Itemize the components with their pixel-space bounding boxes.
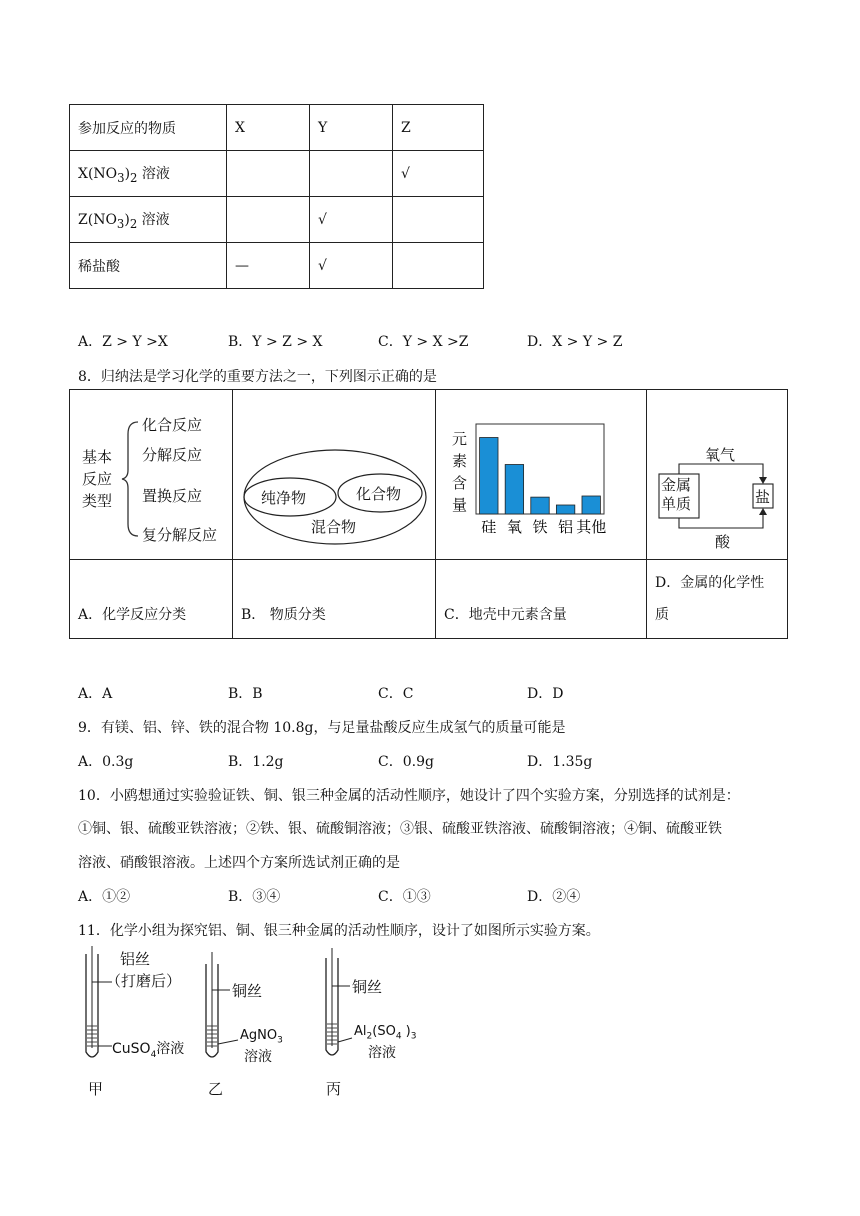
metal-text: 单质: [661, 495, 692, 513]
bar-铁: [531, 497, 549, 514]
tube-c-name: 丙: [326, 1080, 342, 1098]
panel-a: [70, 390, 233, 560]
panel-c: [436, 390, 647, 560]
caption-c: C．地壳中元素含量: [444, 607, 567, 623]
table-cell: [393, 197, 484, 243]
table-cell-label: $Z(NO_3)_2$ 溶液: [70, 197, 227, 243]
table-header-cell: 参加反应的物质: [70, 105, 227, 151]
table-header-cell: Y: [310, 105, 393, 151]
table-header-cell: X: [227, 105, 310, 151]
bar-氧: [505, 465, 523, 515]
q7-option-d: D．X > Y > Z: [527, 334, 623, 350]
table-cell-label: $X(NO_3)_2$ 溶液: [70, 151, 227, 197]
caption-d: [647, 563, 787, 635]
q7-option-b: B．Y > Z > X: [228, 334, 323, 350]
table-row: [70, 197, 484, 243]
bar-其他: [582, 496, 600, 514]
pure-substance-label: 纯净物: [261, 489, 307, 507]
table-cell-label: 稀盐酸: [70, 243, 227, 289]
table-row: [70, 151, 484, 197]
q9-option-c: C．0.9g: [378, 754, 434, 770]
table-cell: [310, 151, 393, 197]
q8-figure-table: [69, 389, 788, 639]
x-tick-label: 其他: [576, 518, 607, 536]
caption-a-cell: [70, 560, 233, 639]
reaction-item: 分解反应: [142, 446, 203, 464]
tube-b-name: 乙: [208, 1080, 224, 1098]
table-cell: [227, 197, 310, 243]
ylabel-char: 素: [452, 452, 468, 470]
panel-b: [233, 390, 436, 560]
bar-硅: [480, 438, 498, 515]
reaction-item: 复分解反应: [142, 526, 218, 544]
table-cell: —: [227, 243, 310, 289]
reaction-item: 置换反应: [142, 487, 203, 505]
metal-text: 金属: [661, 476, 692, 494]
root-text: 基本: [82, 448, 113, 466]
test-tube-figure: [70, 944, 470, 1104]
q8-stem: 8．归纳法是学习化学的重要方法之一，下列图示正确的是: [78, 369, 437, 385]
q10-option-a: A．①②: [78, 889, 131, 905]
panel-d: [647, 390, 788, 560]
q8-option-c: C．C: [378, 686, 414, 702]
mixture-label: 混合物: [311, 518, 357, 536]
salt-label: 盐: [755, 488, 771, 506]
table-row: [70, 243, 484, 289]
x-tick-label: 硅: [481, 518, 497, 536]
caption-b-cell: [233, 560, 436, 639]
table-cell: √: [310, 243, 393, 289]
q9-stem: 9．有镁、铝、锌、铁的混合物 10.8g，与足量盐酸反应生成氢气的质量可能是: [78, 720, 566, 736]
q8-option-d: D．D: [527, 686, 564, 702]
compound-label: 化合物: [356, 485, 402, 503]
tube-b-metal: 铜丝: [232, 982, 263, 1000]
tube-c-solution-2: 溶液: [368, 1045, 396, 1061]
caption-c-cell: [436, 560, 647, 639]
tube-b-solution-2: 溶液: [244, 1049, 272, 1065]
table-cell: [227, 151, 310, 197]
tube-a-name: 甲: [88, 1080, 104, 1098]
brace-icon: [120, 420, 142, 538]
table-header-row: [70, 105, 484, 151]
tube-b-solution: AgNO$_3$: [240, 1028, 283, 1046]
q10-option-c: C．①③: [378, 889, 431, 905]
tube-c-metal: 铜丝: [352, 978, 383, 996]
metal-element-label: [661, 476, 691, 514]
table-cell: √: [310, 197, 393, 243]
x-tick-label: 铁: [532, 518, 548, 536]
q10-option-d: D．②④: [527, 889, 581, 905]
caption-d-line: D．金属的化学性: [655, 575, 765, 591]
tube-a-metal: 铝丝: [120, 950, 151, 968]
x-tick-label: 铝: [558, 518, 574, 536]
caption-d-cell: [647, 560, 788, 639]
ylabel-char: 含: [452, 474, 468, 492]
q10-line-2: ①铜、银、硫酸亚铁溶液；②铁、银、硫酸铜溶液；③银、硫酸亚铁溶液、硫酸铜溶液；④铜、硫酸亚铁: [78, 821, 722, 837]
tube-a-solution: CuSO$_4$溶液: [112, 1041, 185, 1060]
q11-stem: 11．化学小组为探究铝、铜、银三种金属的活动性顺序，设计了如图所示实验方案。: [78, 923, 600, 939]
q9-option-d: D．1.35g: [527, 754, 593, 770]
q8-option-a: A．A: [78, 686, 113, 702]
tube-a-metal-note: （打磨后）: [106, 972, 182, 990]
table-cell: [393, 243, 484, 289]
reaction-item: 化合反应: [142, 416, 203, 434]
root-text: 反应: [82, 470, 113, 488]
caption-a: A．化学反应分类: [78, 607, 187, 623]
q7-option-a: A．Z > Y >X: [78, 334, 168, 350]
oxygen-label: 氧气: [705, 446, 736, 464]
q10-line-3: 溶液、硝酸银溶液。上述四个方案所选试剂正确的是: [78, 855, 400, 871]
x-tick-label: 氧: [506, 518, 522, 536]
q10-option-b: B．③④: [228, 889, 281, 905]
element-content-chart: [436, 390, 646, 559]
root-text: 类型: [82, 492, 113, 510]
q8-option-b: B．B: [228, 686, 263, 702]
ylabel-char: 元: [452, 430, 468, 448]
table-cell: √: [393, 151, 484, 197]
bar-铝: [556, 505, 574, 514]
ylabel-char: 量: [452, 496, 468, 514]
caption-d-line: 质: [655, 607, 669, 623]
caption-b: B． 物质分类: [241, 607, 326, 623]
acid-label: 酸: [715, 533, 731, 551]
q9-option-b: B．1.2g: [228, 754, 284, 770]
reaction-type-root: [82, 446, 112, 512]
tube-c-solution: $Al_2(SO_4$ )$_3$: [354, 1024, 417, 1042]
table-header-cell: Z: [393, 105, 484, 151]
q10-line-1: 10．小鸥想通过实验验证铁、铜、银三种金属的活动性顺序，她设计了四个实验方案，分别选择的试剂是：: [78, 788, 740, 804]
q9-option-a: A．0.3g: [78, 754, 134, 770]
q7-option-c: C．Y > X >Z: [378, 334, 469, 350]
reaction-table: [69, 104, 484, 289]
